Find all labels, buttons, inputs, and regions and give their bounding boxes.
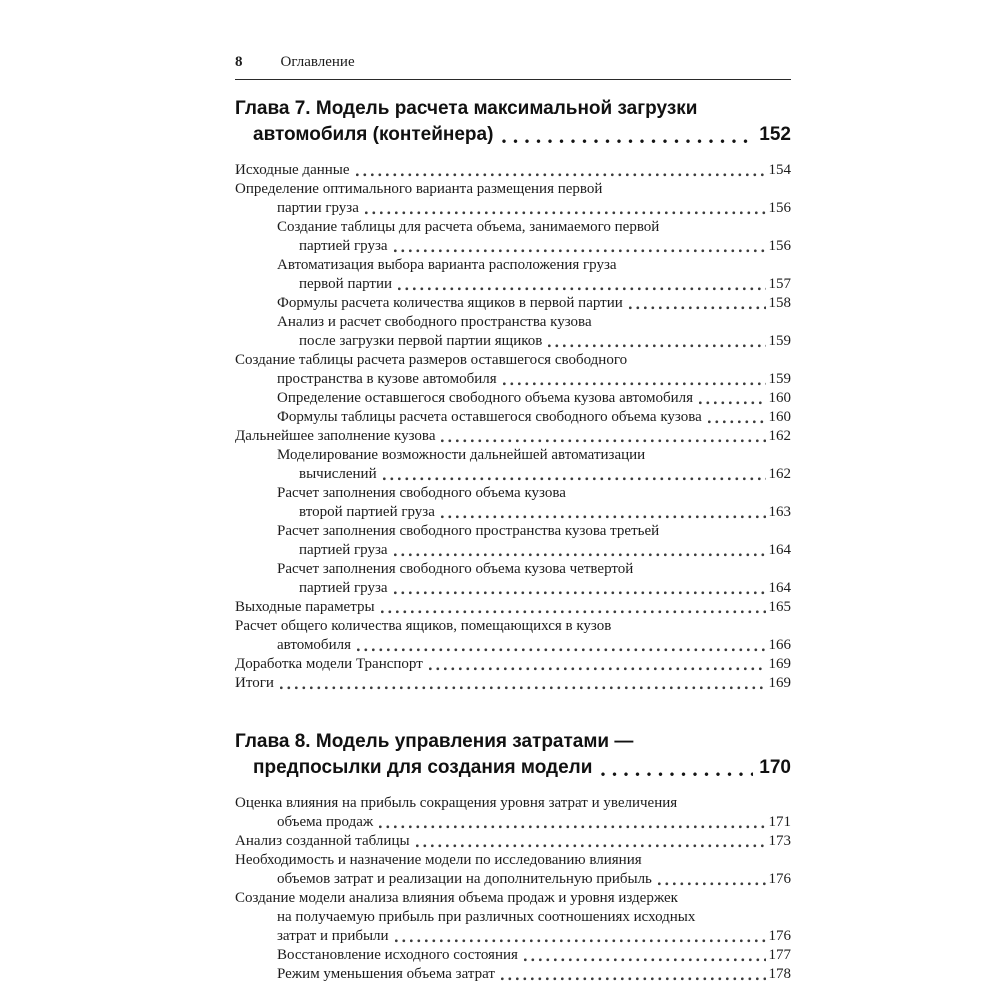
toc-line bbox=[235, 237, 791, 256]
toc bbox=[235, 96, 791, 984]
chapter-heading-text: Глава 8. Модель управления затратами — bbox=[235, 731, 634, 752]
toc-entry-text: Дальнейшее заполнение кузова bbox=[235, 428, 436, 444]
toc-entry-text: Расчет общего количества ящиков, помещающихся в кузов bbox=[235, 618, 612, 634]
toc-line bbox=[235, 598, 791, 617]
toc-entry-page: 165 bbox=[768, 599, 791, 615]
dot-leader bbox=[601, 772, 753, 777]
dot-leader bbox=[429, 667, 766, 671]
dot-leader bbox=[548, 344, 765, 348]
toc-entry-page: 159 bbox=[768, 371, 791, 387]
toc-line bbox=[235, 180, 791, 199]
toc-entry-text: партии груза bbox=[277, 200, 359, 216]
dot-leader bbox=[356, 173, 766, 177]
content-column bbox=[235, 54, 791, 984]
toc-entry-page: 160 bbox=[768, 390, 791, 406]
dot-leader bbox=[381, 610, 766, 614]
chapter-heading bbox=[235, 729, 791, 781]
dot-leader bbox=[398, 287, 765, 291]
toc-entry bbox=[235, 484, 791, 522]
chapter-heading-text: автомобиля (контейнера) bbox=[253, 124, 494, 145]
toc-entry-text: вычислений bbox=[299, 466, 377, 482]
toc-entry-page: 160 bbox=[768, 409, 791, 425]
toc-entry-page: 154 bbox=[768, 162, 791, 178]
toc-entry-text: Исходные данные bbox=[235, 162, 350, 178]
toc-entry-text: Создание модели анализа влияния объема продаж и уровня издержек bbox=[235, 890, 678, 906]
toc-entry-text: объема продаж bbox=[277, 814, 374, 830]
toc-line bbox=[235, 256, 791, 275]
chapter-heading-text: Глава 7. Модель расчета максимальной загрузки bbox=[235, 98, 698, 119]
toc-entry bbox=[235, 674, 791, 693]
toc-entry-text: автомобиля bbox=[277, 637, 351, 653]
toc-line bbox=[235, 389, 791, 408]
toc-entry-text: Моделирование возможности дальнейшей автоматизации bbox=[277, 447, 646, 463]
toc-line bbox=[235, 351, 791, 370]
toc-entry bbox=[235, 946, 791, 965]
toc-entry bbox=[235, 218, 791, 256]
toc-entry-text: второй партией груза bbox=[299, 504, 435, 520]
chapter-page-number: 170 bbox=[759, 757, 791, 778]
toc-entry-page: 176 bbox=[768, 928, 791, 944]
toc-entry-page: 164 bbox=[768, 580, 791, 596]
toc-entry-text: партией груза bbox=[299, 542, 388, 558]
toc-entry-page: 159 bbox=[768, 333, 791, 349]
dot-leader bbox=[365, 211, 766, 215]
toc-line bbox=[235, 889, 791, 908]
toc-entry-page: 173 bbox=[768, 833, 791, 849]
toc-entry bbox=[235, 427, 791, 446]
toc-entry-text: Расчет заполнения свободного объема кузова bbox=[277, 485, 566, 501]
toc-line bbox=[235, 927, 791, 946]
chapter-page-number: 152 bbox=[759, 124, 791, 145]
toc-entry-text: Формулы расчета количества ящиков в первой партии bbox=[277, 295, 623, 311]
toc-entry-page: 162 bbox=[768, 466, 791, 482]
toc-line bbox=[235, 965, 791, 984]
toc-entry-text: первой партии bbox=[299, 276, 393, 292]
toc-entry-page: 177 bbox=[768, 947, 791, 963]
toc-line bbox=[235, 813, 791, 832]
toc-line bbox=[235, 755, 791, 781]
toc-entry bbox=[235, 408, 791, 427]
toc-entry-text: после загрузки первой партии ящиков bbox=[299, 333, 543, 349]
dot-leader bbox=[416, 844, 766, 848]
dot-leader bbox=[658, 882, 766, 886]
toc-entry-text: Формулы таблицы расчета оставшегося свободного объема кузова bbox=[277, 409, 702, 425]
toc-entry bbox=[235, 965, 791, 984]
dot-leader bbox=[379, 825, 765, 829]
toc-line bbox=[235, 294, 791, 313]
toc-entry-text: Анализ созданной таблицы bbox=[235, 833, 410, 849]
toc-line bbox=[235, 870, 791, 889]
toc-entry-text: Расчет заполнения свободного пространства кузова третьей bbox=[277, 523, 660, 539]
toc-line bbox=[235, 729, 791, 755]
toc-line bbox=[235, 427, 791, 446]
toc-entry-text: на получаемую прибыль при различных соотношениях исходных bbox=[277, 909, 696, 925]
toc-entry bbox=[235, 794, 791, 832]
dot-leader bbox=[280, 686, 766, 690]
dot-leader bbox=[708, 420, 766, 424]
toc-line bbox=[235, 161, 791, 180]
toc-line bbox=[235, 465, 791, 484]
toc-line bbox=[235, 832, 791, 851]
toc-section bbox=[235, 96, 791, 693]
toc-entry-text: партией груза bbox=[299, 238, 388, 254]
toc-entry-text: Расчет заполнения свободного объема кузова четвертой bbox=[277, 561, 634, 577]
toc-entry-page: 164 bbox=[768, 542, 791, 558]
dot-leader bbox=[502, 139, 753, 144]
toc-entry-text: Режим уменьшения объема затрат bbox=[277, 966, 495, 982]
toc-line bbox=[235, 560, 791, 579]
running-title: Оглавление bbox=[280, 54, 355, 70]
toc-line bbox=[235, 218, 791, 237]
toc-entry bbox=[235, 351, 791, 389]
toc-entry bbox=[235, 598, 791, 617]
toc-entry bbox=[235, 161, 791, 180]
toc-line bbox=[235, 332, 791, 351]
toc-entry-page: 158 bbox=[768, 295, 791, 311]
toc-entry bbox=[235, 522, 791, 560]
toc-entry bbox=[235, 617, 791, 655]
dot-leader bbox=[394, 591, 766, 595]
toc-entry-text: Необходимость и назначение модели по исследованию влияния bbox=[235, 852, 642, 868]
dot-leader bbox=[524, 958, 766, 962]
toc-entry-text: Итоги bbox=[235, 675, 274, 691]
dot-leader bbox=[501, 977, 766, 981]
dot-leader bbox=[394, 249, 766, 253]
toc-entry-page: 169 bbox=[768, 675, 791, 691]
toc-line bbox=[235, 96, 791, 122]
toc-entry-page: 162 bbox=[768, 428, 791, 444]
toc-entry bbox=[235, 446, 791, 484]
dot-leader bbox=[395, 939, 766, 943]
toc-entry bbox=[235, 832, 791, 851]
chapter-heading-text: предпосылки для создания модели bbox=[253, 757, 593, 778]
toc-entry-page: 178 bbox=[768, 966, 791, 982]
toc-entry bbox=[235, 851, 791, 889]
toc-entry-text: Автоматизация выбора варианта расположения груза bbox=[277, 257, 617, 273]
toc-entry-text: Анализ и расчет свободного пространства кузова bbox=[277, 314, 592, 330]
toc-line bbox=[235, 503, 791, 522]
toc-entry-text: Создание таблицы расчета размеров оставшегося свободного bbox=[235, 352, 628, 368]
toc-line bbox=[235, 522, 791, 541]
toc-entry-text: Выходные параметры bbox=[235, 599, 375, 615]
toc-entry bbox=[235, 180, 791, 218]
toc-entry-page: 163 bbox=[768, 504, 791, 520]
toc-entry-text: Восстановление исходного состояния bbox=[277, 947, 518, 963]
toc-line bbox=[235, 408, 791, 427]
dot-leader bbox=[441, 515, 766, 519]
toc-line bbox=[235, 908, 791, 927]
toc-line bbox=[235, 851, 791, 870]
toc-entry bbox=[235, 256, 791, 294]
toc-entry-text: Определение оставшегося свободного объема кузова автомобиля bbox=[277, 390, 694, 406]
dot-leader bbox=[441, 439, 765, 443]
toc-entry-text: партией груза bbox=[299, 580, 388, 596]
toc-entry-page: 171 bbox=[768, 814, 791, 830]
toc-line bbox=[235, 122, 791, 148]
toc-entry bbox=[235, 389, 791, 408]
toc-entry-text: Доработка модели Транспорт bbox=[235, 656, 423, 672]
toc-line bbox=[235, 199, 791, 218]
toc-line bbox=[235, 446, 791, 465]
toc-entry-page: 156 bbox=[768, 200, 791, 216]
toc-line bbox=[235, 275, 791, 294]
toc-entry-text: Определение оптимального варианта размещения первой bbox=[235, 181, 603, 197]
toc-line bbox=[235, 370, 791, 389]
toc-entry-page: 176 bbox=[768, 871, 791, 887]
toc-entry-text: Создание таблицы для расчета объема, занимаемого первой bbox=[277, 219, 660, 235]
toc-entry-page: 157 bbox=[768, 276, 791, 292]
toc-entry-text: затрат и прибыли bbox=[277, 928, 389, 944]
dot-leader bbox=[503, 382, 766, 386]
toc-line bbox=[235, 541, 791, 560]
toc-entry bbox=[235, 655, 791, 674]
toc-entry-page: 156 bbox=[768, 238, 791, 254]
toc-line bbox=[235, 655, 791, 674]
toc-entry-text: Оценка влияния на прибыль сокращения уровня затрат и увеличения bbox=[235, 795, 678, 811]
toc-line bbox=[235, 617, 791, 636]
toc-line bbox=[235, 946, 791, 965]
toc-entry-page: 166 bbox=[768, 637, 791, 653]
page-header bbox=[235, 54, 791, 80]
toc-line bbox=[235, 484, 791, 503]
toc-entry bbox=[235, 889, 791, 946]
dot-leader bbox=[629, 306, 766, 310]
toc-line bbox=[235, 636, 791, 655]
toc-line bbox=[235, 579, 791, 598]
dot-leader bbox=[394, 553, 766, 557]
toc-entry bbox=[235, 313, 791, 351]
toc-line bbox=[235, 313, 791, 332]
dot-leader bbox=[383, 477, 766, 481]
toc-entry-text: пространства в кузове автомобиля bbox=[277, 371, 497, 387]
toc-entry-page: 169 bbox=[768, 656, 791, 672]
toc-section bbox=[235, 729, 791, 984]
chapter-heading bbox=[235, 96, 791, 148]
toc-entry bbox=[235, 560, 791, 598]
toc-line bbox=[235, 794, 791, 813]
dot-leader bbox=[357, 648, 766, 652]
toc-line bbox=[235, 674, 791, 693]
toc-entry-text: объемов затрат и реализации на дополнительную прибыль bbox=[277, 871, 652, 887]
dot-leader bbox=[699, 401, 765, 405]
toc-entry bbox=[235, 294, 791, 313]
page-number: 8 bbox=[235, 54, 243, 70]
